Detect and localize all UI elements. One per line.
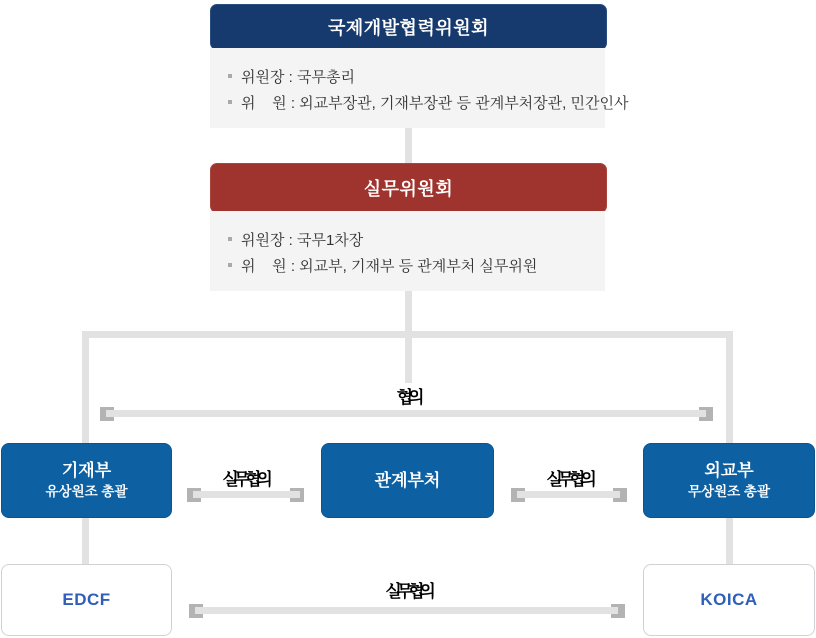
bracket-drop-left	[82, 331, 89, 443]
working-committee-chair-row	[228, 226, 605, 252]
top-committee-chair-text: 위원장 : 국무총리	[241, 68, 355, 86]
top-committee-chair-row	[228, 63, 605, 89]
agency-koica-label: KOICA	[700, 590, 758, 609]
working-consultation-label-left: 실무협의	[222, 470, 268, 489]
top-committee-title: 국제개발협력위원회	[328, 18, 489, 38]
consultation-label: 협의	[396, 388, 420, 407]
connector-mof-to-edcf	[82, 518, 89, 565]
working-committee-info-panel	[210, 211, 605, 291]
ministry-box-related	[321, 443, 494, 518]
connector-mofa-to-koica	[726, 518, 733, 565]
bracket-drop-right	[726, 331, 733, 443]
bracket-drop-center	[405, 331, 412, 383]
working-committee-members-text: 위 원 : 외교부, 기재부 등 관계부처 실무위원	[241, 257, 538, 275]
top-committee-members-text: 위 원 : 외교부장관, 기재부장관 등 관계부처장관, 민간인사	[241, 94, 629, 112]
ministry-box-mof	[1, 443, 172, 518]
ministry-mofa-name: 외교부	[704, 461, 754, 480]
connector-working-to-bracket	[405, 291, 412, 331]
working-committee-members-row	[228, 252, 605, 278]
top-committee-box	[210, 4, 607, 50]
working-committee-box	[210, 163, 607, 213]
working-consultation-label-right: 실무협의	[546, 470, 592, 489]
bullet-icon	[228, 263, 232, 267]
ministry-related-name: 관계부처	[374, 470, 441, 490]
bullet-icon	[228, 100, 232, 104]
working-committee-chair-text: 위원장 : 국무1차장	[241, 231, 364, 249]
working-consultation-line-bottom	[195, 607, 618, 614]
working-consultation-line-right	[517, 491, 620, 498]
connector-top-to-working	[405, 128, 412, 163]
bullet-icon	[228, 237, 232, 241]
working-consultation-label-bottom: 실무협의	[385, 582, 431, 601]
consultation-line	[106, 410, 706, 417]
bullet-icon	[228, 74, 232, 78]
agency-edcf-label: EDCF	[62, 590, 111, 609]
working-consultation-line-left	[193, 491, 300, 498]
working-committee-title: 실무위원회	[363, 179, 454, 199]
agency-box-edcf	[1, 564, 172, 636]
bracket-horizontal-line	[82, 331, 733, 338]
ministry-mof-name: 기재부	[61, 461, 112, 480]
ministry-mofa-subtitle: 무상원조 총괄	[688, 484, 770, 499]
top-committee-members-row	[228, 89, 629, 115]
top-committee-info-panel	[210, 48, 629, 128]
ministry-box-mofa	[643, 443, 815, 518]
agency-box-koica	[643, 564, 815, 636]
ministry-mof-subtitle: 유상원조 총괄	[45, 484, 128, 499]
